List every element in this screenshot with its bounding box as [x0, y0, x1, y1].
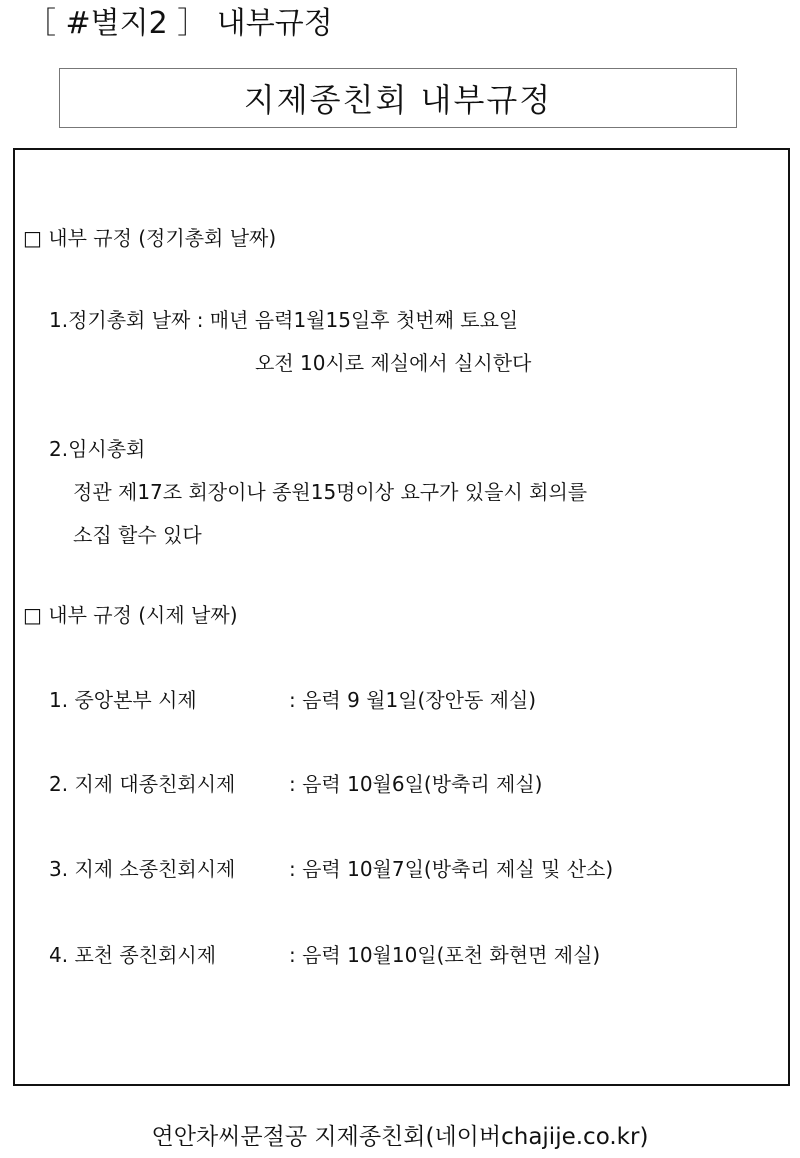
section-heading-memorial-rites: □ 내부 규정 (시제 날짜) [23, 603, 238, 627]
section-heading-general-meeting: □ 내부 규정 (정기총회 날짜) [23, 226, 277, 250]
page-header-label: ［ #별지2 ］ 내부규정 [26, 6, 333, 41]
document-title: 지제종친회 내부규정 [243, 81, 553, 119]
rite-item-name: 4. 포천 종친회시제 [49, 943, 217, 967]
document-title-box [59, 68, 737, 128]
rite-item-name: 1. 중앙본부 시제 [49, 688, 197, 712]
rule-line-extraordinary-condition: 정관 제17조 회장이나 종원15명이상 요구가 있을시 회의를 [73, 480, 588, 504]
rule-line-general-meeting-time: 오전 10시로 제실에서 실시한다 [255, 351, 532, 375]
rule-line-extraordinary-meeting: 2.임시총회 [49, 437, 146, 461]
rite-item-detail: : 음력 10월7일(방축리 제실 및 산소) [289, 857, 614, 881]
footer-clan-site: 연안차씨문절공 지제종친회(네이버chajije.co.kr) [151, 1124, 649, 1150]
regulation-content-box [13, 148, 790, 1086]
rule-line-extraordinary-convene: 소집 할수 있다 [73, 523, 202, 547]
rule-line-general-meeting-date: 1.정기총회 날짜 : 매년 음력1월15일후 첫번째 토요일 [49, 308, 519, 332]
rite-item-name: 2. 지제 대종친회시제 [49, 772, 236, 796]
rite-item-detail: : 음력 10월10일(포천 화현면 제실) [289, 943, 601, 967]
rite-item-name: 3. 지제 소종친회시제 [49, 857, 236, 881]
rite-item-detail: : 음력 9 월1일(장안동 제실) [289, 688, 537, 712]
rite-item-detail: : 음력 10월6일(방축리 제실) [289, 772, 543, 796]
